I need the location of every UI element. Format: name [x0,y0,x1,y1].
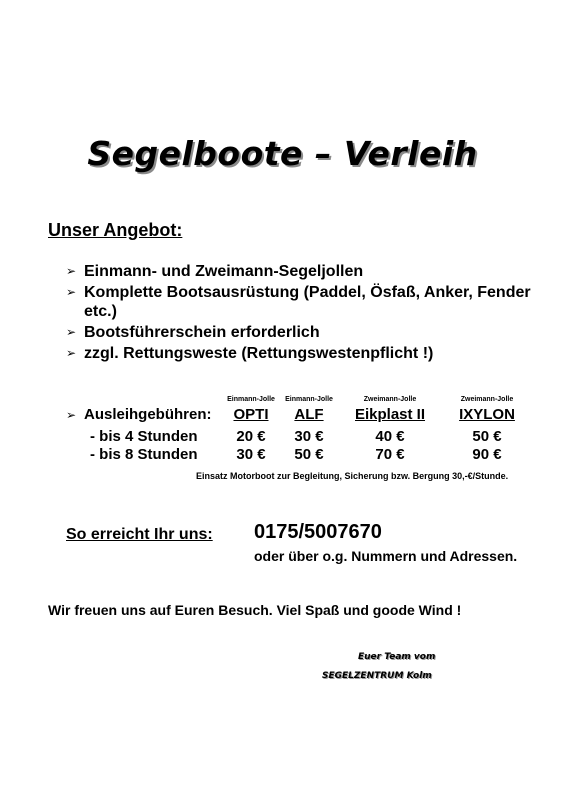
price-8h: 70 € [375,446,405,463]
page-title: Segelboote – Verleih [87,134,478,173]
price-4h: 40 € [375,428,405,445]
price-8h: 90 € [472,446,502,463]
fees-label: Ausleihgebühren: [84,406,212,423]
offer-heading: Unser Angebot: [48,220,183,240]
price-4h: 50 € [472,428,502,445]
boat-name: IXYLON [459,406,515,423]
contact-label: So erreicht Ihr uns: [66,526,213,543]
offer-list [66,262,536,365]
phone-number: 0175/5007670 [254,521,382,543]
price-4h: 20 € [236,428,266,445]
list-item [66,262,536,281]
boat-category: Zweimann-Jolle [363,396,417,403]
price-8h: 30 € [236,446,266,463]
boat-category: Einmann-Jolle [285,396,333,403]
arrow-bullet-icon: ➢ [66,264,77,278]
fees-table [66,396,536,466]
arrow-bullet-icon: ➢ [66,346,77,360]
arrow-bullet-icon: ➢ [66,285,77,299]
price-8h: 50 € [294,446,324,463]
closing-text: Wir freuen uns auf Euren Besuch. Viel Spaß und goode Wind ! [48,602,462,618]
row-label-8h: - bis 8 Stunden [90,446,198,463]
boat-name: ALF [294,406,324,423]
list-item [66,323,536,342]
motorboat-note: Einsatz Motorboot zur Begleitung, Sicherung bzw. Bergung 30,-€/Stunde. [196,471,509,481]
boat-name: Eikplast II [354,406,426,423]
list-item [66,283,536,321]
contact-subtext: oder über o.g. Nummern und Adressen. [254,548,518,564]
boat-category: Zweimann-Jolle [460,396,514,403]
list-item-text: Einmann- und Zweimann-Segeljollen [84,263,364,280]
list-item [66,344,536,363]
price-4h: 30 € [294,428,324,445]
signature-line-2: SEGELZENTRUM Kolm [322,671,432,681]
list-item-text: Bootsführerschein erforderlich [84,324,320,341]
boat-category: Einmann-Jolle [227,396,275,403]
list-item-text: zzgl. Rettungsweste (Rettungswestenpflicht !) [84,345,434,362]
row-label-4h: - bis 4 Stunden [90,428,198,445]
arrow-bullet-icon: ➢ [66,408,77,422]
arrow-bullet-icon: ➢ [66,325,77,339]
boat-name: OPTI [233,406,269,423]
list-item-text: Komplette Bootsausrüstung (Paddel, Ösfaß, Anker, Fender etc.) [84,284,531,320]
signature-line-1: Euer Team vom [358,652,436,662]
